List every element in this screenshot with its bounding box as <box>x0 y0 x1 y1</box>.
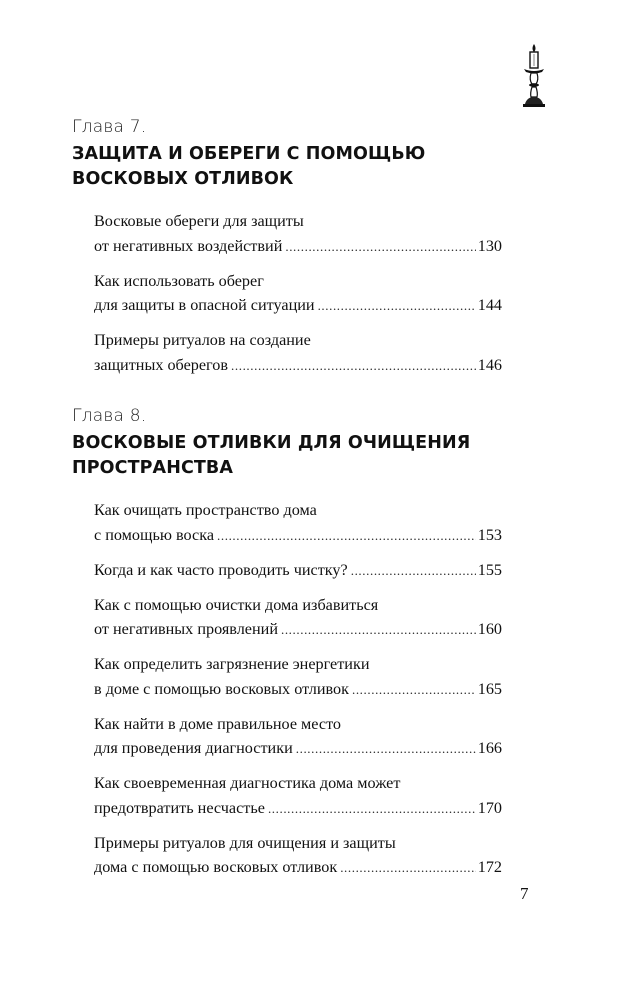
entry-text-line: с помощью воска <box>94 525 215 544</box>
dot-leader <box>340 856 476 881</box>
toc-entry[interactable] <box>94 831 502 881</box>
toc-entries <box>94 209 502 378</box>
toc-entry[interactable] <box>94 269 502 319</box>
entry-text-line: Как найти в доме правильное место <box>94 714 342 733</box>
entry-text-line: для проведения диагностики <box>94 739 293 757</box>
toc-entry[interactable] <box>94 593 502 643</box>
chapter-title-line: ПРОСТРАНСТВА <box>72 458 234 478</box>
entry-text-line: защитных оберегов <box>94 355 229 374</box>
entry-text-line: Восковые обереги для защиты <box>94 212 304 230</box>
chapter-label: Глава 8. <box>72 406 147 426</box>
entry-text-line: Как с помощью очистки дома избавиться <box>94 595 379 614</box>
chapter-title-line: ВОСКОВЫЕ ОТЛИВКИ ДЛЯ ОЧИЩЕНИЯ <box>72 433 471 453</box>
entry-text-line: Как очищать пространство дома <box>94 501 317 519</box>
entry-page-number: 165 <box>477 679 502 698</box>
dot-leader <box>281 618 476 643</box>
dot-leader <box>268 797 476 822</box>
dot-leader <box>285 235 475 260</box>
entry-text-line: для защиты в опасной ситуации <box>94 296 315 314</box>
dot-leader <box>351 559 476 584</box>
toc-entry[interactable] <box>94 328 502 378</box>
entry-text-line: от негативных воздействий <box>94 236 283 255</box>
entry-page-number: 144 <box>477 296 502 314</box>
entry-page-number: 170 <box>477 798 502 817</box>
entry-text-line: Как определить загрязнение энергетики <box>94 655 370 673</box>
entry-page-number: 146 <box>477 355 502 374</box>
entry-text-line: дома с помощью восковых отливок <box>94 858 338 876</box>
chapter-title <box>72 431 532 481</box>
toc-entry[interactable] <box>94 558 502 584</box>
entry-page-number: 172 <box>477 858 502 876</box>
dot-leader <box>231 354 476 379</box>
toc-entries <box>94 498 502 881</box>
entry-text-line: Примеры ритуалов на создание <box>94 331 311 349</box>
entry-text-line: Когда и как часто проводить чистку? <box>94 560 348 579</box>
chapter-title-line: ВОСКОВЫХ ОТЛИВОК <box>72 169 294 189</box>
toc-entry[interactable] <box>94 771 502 821</box>
toc-entry[interactable] <box>94 498 502 548</box>
entry-page-number: 130 <box>477 236 502 255</box>
entry-text-line: от негативных проявлений <box>94 620 278 638</box>
page-number: 7 <box>520 884 529 903</box>
toc-entry[interactable] <box>94 209 502 259</box>
entry-text-line: Как своевременная диагностика дома может <box>94 774 401 792</box>
entry-page-number: 155 <box>477 560 502 579</box>
entry-text-line: предотвратить несчастье <box>94 798 265 817</box>
dot-leader <box>296 737 476 762</box>
dot-leader <box>352 678 476 703</box>
toc-entry[interactable] <box>94 652 502 702</box>
entry-page-number: 153 <box>477 525 502 544</box>
candle-icon <box>519 42 549 110</box>
chapter-7 <box>72 116 532 388</box>
dot-leader <box>318 294 476 319</box>
chapter-label: Глава 7. <box>72 117 147 137</box>
entry-page-number: 160 <box>477 620 502 638</box>
chapter-title <box>72 142 532 192</box>
entry-page-number: 166 <box>477 739 502 757</box>
dot-leader <box>217 524 476 549</box>
chapter-title-line: ЗАЩИТА И ОБЕРЕГИ С ПОМОЩЬЮ <box>72 144 426 164</box>
entry-text-line: в доме с помощью восковых отливок <box>94 679 349 698</box>
chapter-8 <box>72 405 532 890</box>
toc-entry[interactable] <box>94 712 502 762</box>
entry-text-line: Как использовать оберег <box>94 271 264 290</box>
entry-text-line: Примеры ритуалов для очищения и защиты <box>94 833 396 852</box>
